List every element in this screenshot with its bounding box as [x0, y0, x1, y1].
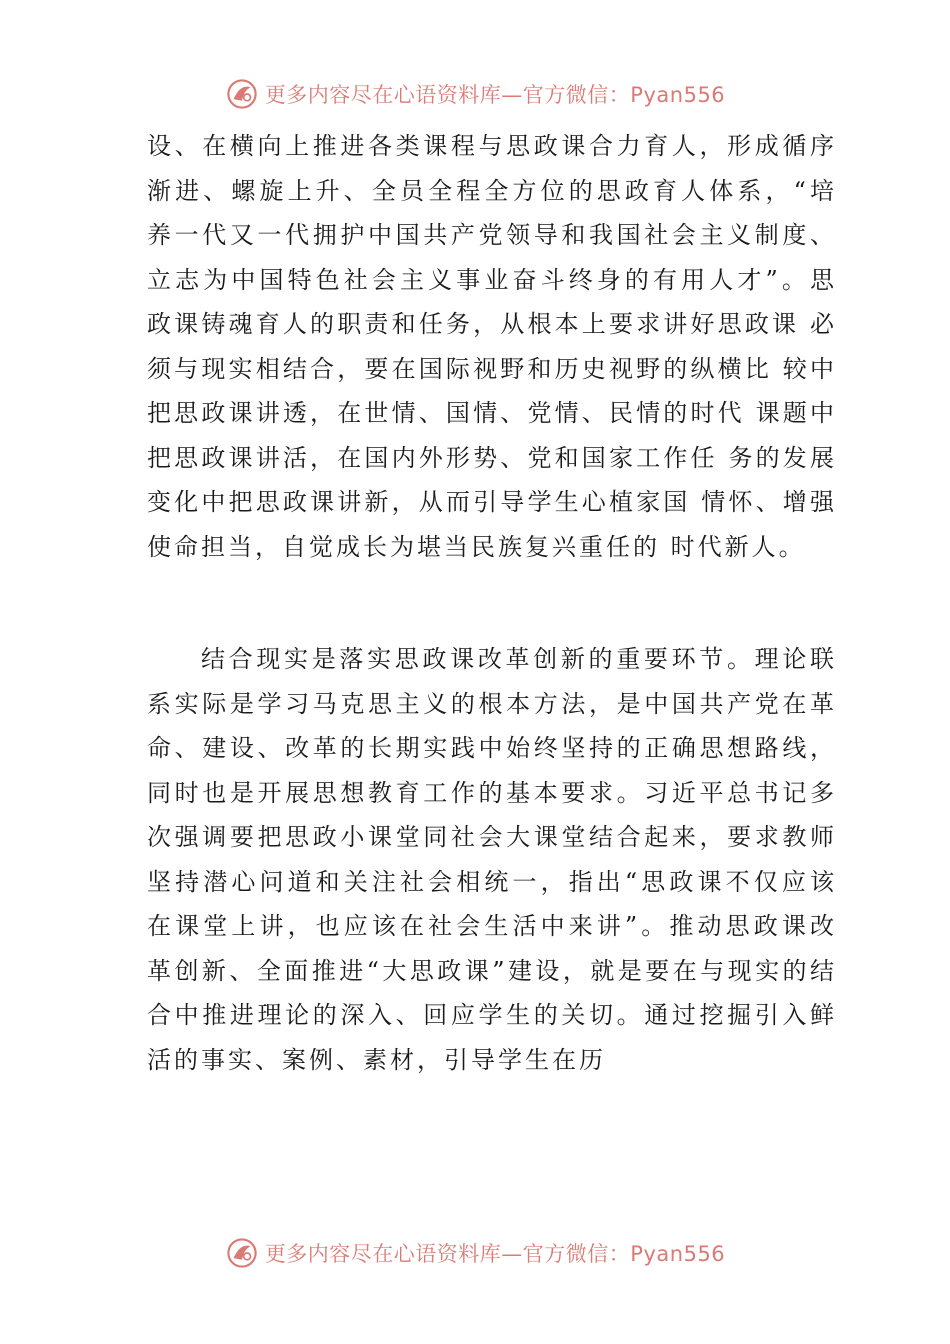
watermark-header: [0, 74, 950, 114]
watermark-footer-text: 更多内容尽在心语资料库—官方微信：Pyan556: [264, 1242, 726, 1266]
watermark-logo-icon: [225, 1236, 259, 1270]
watermark-logo-icon: [225, 77, 259, 111]
watermark-header-text: 更多内容尽在心语资料库—官方微信：Pyan556: [264, 83, 726, 107]
paragraph-real-world: 结合现实是落实思政课改革创新的重要环节。理论联系实际是学习马克思主义的根本方法，是中国共产党在革命、建设、改革的长期实践中始终坚持的正确思想路线，同时也是开展思想教育工作的基本要求。习近平总书记多次强调要把思政小课堂同社会大课堂结合起来，要求教师坚持潜心问道和关注社会相统一，指出“思政课不仅应该在课堂上讲，也应该在社会生活中来讲”。推动思政课改革创新、全面推进“大思政课”建设，就是要在与现实的结合中推进理论的深入、回应学生的关切。通过挖掘引入鲜活的事实、案例、素材，引导学生在历: [147, 645, 837, 1074]
paragraph-continued: 设、在横向上推进各类课程与思政课合力育人，形成循序渐进、螺旋上升、全员全程全方位的思政育人体系，“培养一代又一代拥护中国共产党领导和我国社会主义制度、立志为中国特色社会主义事业奋斗终身的有用人才”。思 政课铸魂育人的职责和任务，从根本上要求讲好思政课 必须与现实相结合，要在国际视野和历史视野的纵横比 较中把思政课讲透，在世情、国情、党情、民情的时代 课题中把思政课讲活，在国内外形势、党和国家工作任 务的发展变化中把思政课讲新，从而引导学生心植家国 情怀、增强使命担当，自觉成长为堪当民族复兴重任的 时代新人。: [147, 132, 837, 561]
paragraph-gap: [147, 569, 837, 637]
watermark-footer: [0, 1233, 950, 1273]
document-body: [147, 124, 837, 1082]
